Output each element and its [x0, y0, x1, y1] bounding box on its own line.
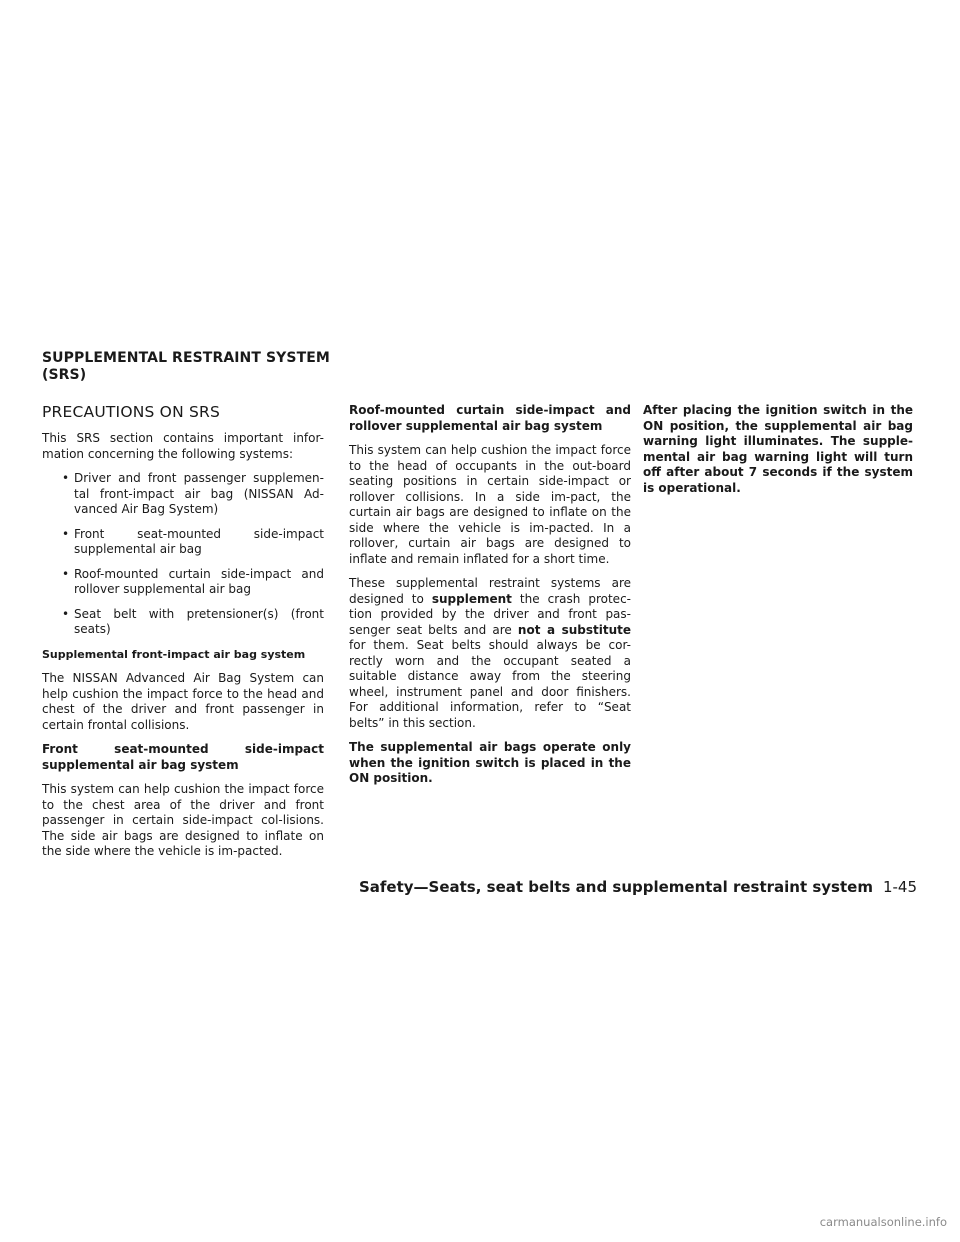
section-title-line2: (SRS)	[42, 367, 87, 383]
supplement-paragraph: These supplemental restraint systems are designed to supplement the crash protec-tion provided by the driver and front pas-senger seat belts and are not a substitute for them. Seat belts should always be cor-rectly worn and the occupant seated a suitable distance away from the steering wheel, instrument panel and door finishers. For additional information, refer to “Seat belts” in this section.	[349, 576, 631, 730]
curtain-heading: Roof-mounted curtain side-impact and rollover supplemental air bag system	[349, 403, 631, 433]
side-impact-heading: Front seat-mounted side-impact supplemental air bag system	[42, 742, 324, 772]
side-impact-paragraph: This system can help cushion the impact force to the chest area of the driver and front passenger in certain side-impact col-lisions. The side air bags are designed to inflate on the side where the vehicle is im-pacted.	[42, 782, 324, 858]
front-impact-subheading: Supplemental front-impact air bag system	[42, 647, 306, 661]
curtain-paragraph: This system can help cushion the impact force to the head of occupants in the out-board seating positions in certain side-impact or rollover collisions. In a side im-pact, the curtain air bags are designed to inflate on the side where the vehicle is im-pacted. In a rollover, curtain air bags are designed to inflate and remain inflated for a short time.	[349, 443, 631, 566]
precautions-heading: PRECAUTIONS ON SRS	[42, 403, 221, 421]
section-title-line1: SUPPLEMENTAL RESTRAINT SYSTEM	[42, 350, 330, 366]
operate-note: The supplemental air bags operate only when the ignition switch is placed in the ON position.	[349, 740, 631, 785]
list-item: • Driver and front passenger supplemen-tal front-impact air bag (NISSAN Ad-vanced Air Bag System)	[62, 471, 324, 516]
column-3	[643, 403, 913, 505]
intro-paragraph: This SRS section contains important infor-mation concerning the following systems:	[42, 431, 324, 461]
warning-light-note: After placing the ignition switch in the ON position, the supplemental air bag warning light illuminates. The supple-mental air bag warning light will turn off after about 7 seconds if the system is operational.	[643, 403, 913, 495]
front-impact-paragraph: The NISSAN Advanced Air Bag System can help cushion the impact force to the head and chest of the driver and front passenger in certain frontal collisions.	[42, 671, 324, 732]
systems-list	[42, 471, 324, 638]
page-footer	[359, 878, 917, 896]
column-2	[349, 403, 631, 796]
bullet-icon: •	[62, 606, 70, 621]
list-item: • Seat belt with pretensioner(s) (front seats)	[62, 606, 324, 636]
chapter-title: Safety—Seats, seat belts and supplemental restraint system	[358, 878, 873, 896]
list-item: • Roof-mounted curtain side-impact and rollover supplemental air bag	[62, 566, 324, 596]
column-1	[42, 403, 324, 869]
page-number: 1-45	[882, 878, 917, 896]
bullet-icon: •	[62, 526, 70, 541]
watermark: carmanualsonline.info	[819, 1215, 947, 1229]
list-item: • Front seat-mounted side-impact supplemental air bag	[62, 526, 324, 556]
section-title	[42, 350, 342, 384]
bullet-icon: •	[62, 471, 70, 485]
bullet-icon: •	[62, 566, 70, 581]
